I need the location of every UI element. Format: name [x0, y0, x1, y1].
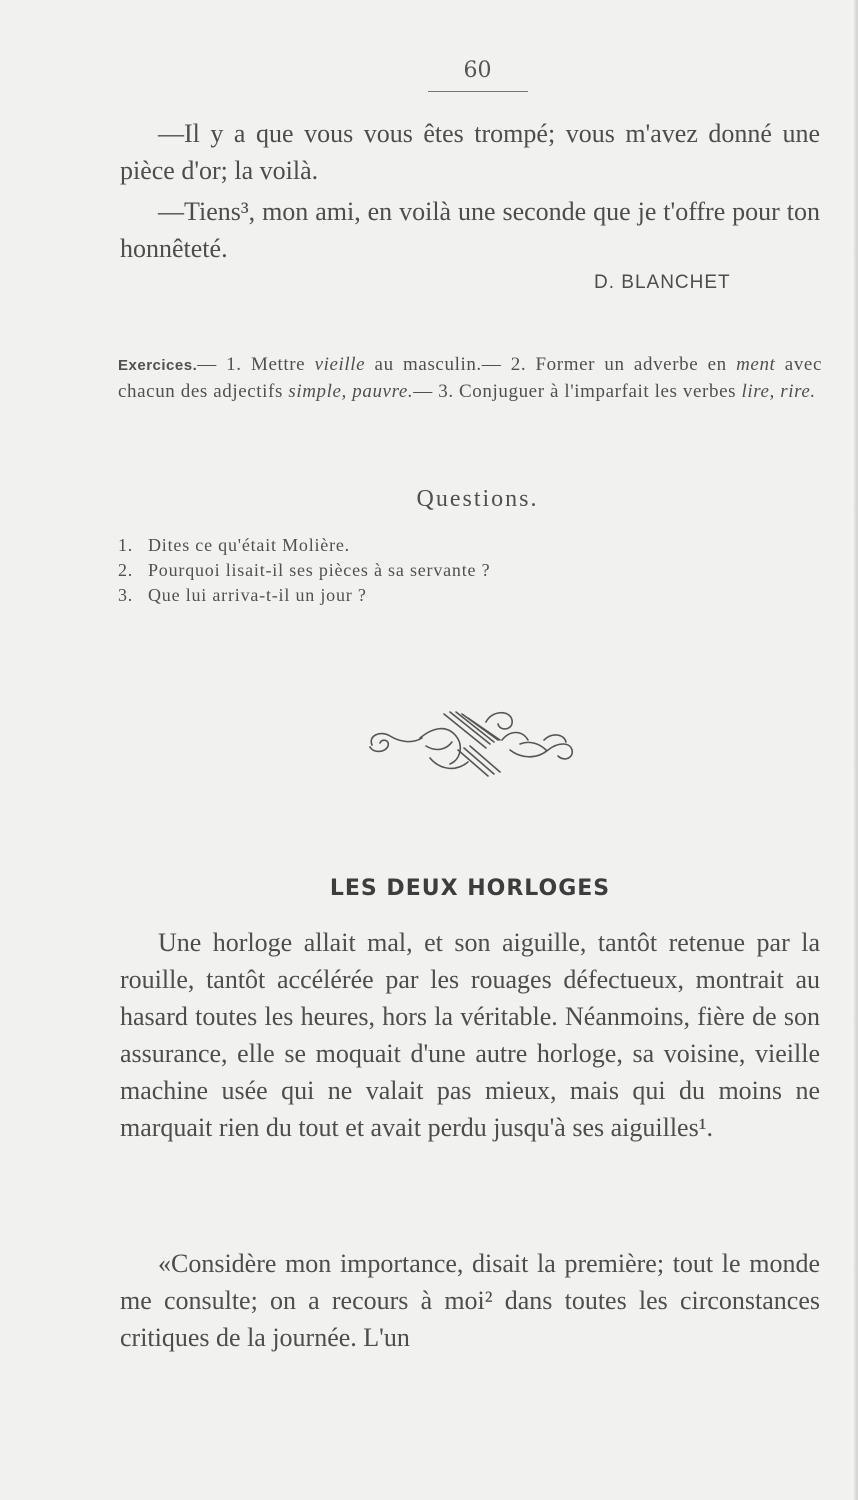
question-text: Que lui arriva-t-il un jour ? — [148, 585, 367, 605]
question-number: 3. — [118, 585, 134, 605]
question-number: 2. — [118, 560, 134, 580]
decorative-flourish-icon — [360, 700, 580, 785]
author-signature: D. BLANCHET — [594, 272, 731, 293]
story-paragraph-2: «Considère mon importance, disait la première; tout le monde me consulte; on a recours à moi² dans toutes les circonstances critiques de la journée. L'un — [120, 1249, 820, 1352]
question-number: 1. — [118, 535, 134, 555]
exercise-word: simple, pauvre. — [288, 381, 414, 402]
section-title: LES DEUX HORLOGES — [329, 876, 611, 901]
exercise-word: ment — [736, 354, 776, 375]
story-paragraph-1: Une horloge allait mal, et son aiguille, tantôt retenue par la rouille, tantôt accélérée par les rouages défectueux, montrait au hasard toutes les heures, hors la véritable. Néanmoins, fière de son assurance, elle se moquait d'une autre horloge, sa voisine, vieille machine usée qui ne valait pas mieux, mais qui du moins ne marquait rien du tout et avait perdu jusqu'à ses aiguilles¹. — [120, 928, 820, 1142]
exercise-text: au masculin.— 2. Former un adverbe en — [365, 354, 737, 375]
page-number: 60 — [463, 58, 492, 83]
exercise-text: avec chacun des adjectifs — [118, 354, 822, 402]
exercise-word: vieille — [314, 354, 366, 375]
questions-list — [118, 533, 738, 608]
question-item — [118, 533, 738, 558]
exercise-word: lire, rire. — [741, 381, 816, 402]
exercises-block — [118, 352, 822, 405]
dialogue-paragraph-1: —Il y a que vous vous êtes trompé; vous m'avez donné une pièce d'or; la voilà. — [120, 119, 820, 185]
exercise-text: — 3. Conjuguer à l'imparfait les verbes — [413, 381, 742, 402]
exercises-heading: Exercices. — [118, 357, 198, 374]
exercise-text: — 1. Mettre — [197, 354, 315, 375]
page-number-rule — [428, 91, 528, 92]
question-item — [118, 583, 738, 608]
page-edge — [854, 0, 858, 1500]
question-item — [118, 558, 738, 583]
dialogue-paragraph-2: —Tiens³, mon ami, en voilà une seconde que je t'offre pour ton honnêteté. — [120, 197, 820, 263]
question-text: Pourquoi lisait-il ses pièces à sa servante ? — [148, 560, 491, 580]
questions-title: Questions. — [416, 486, 539, 512]
question-text: Dites ce qu'était Molière. — [148, 535, 350, 555]
